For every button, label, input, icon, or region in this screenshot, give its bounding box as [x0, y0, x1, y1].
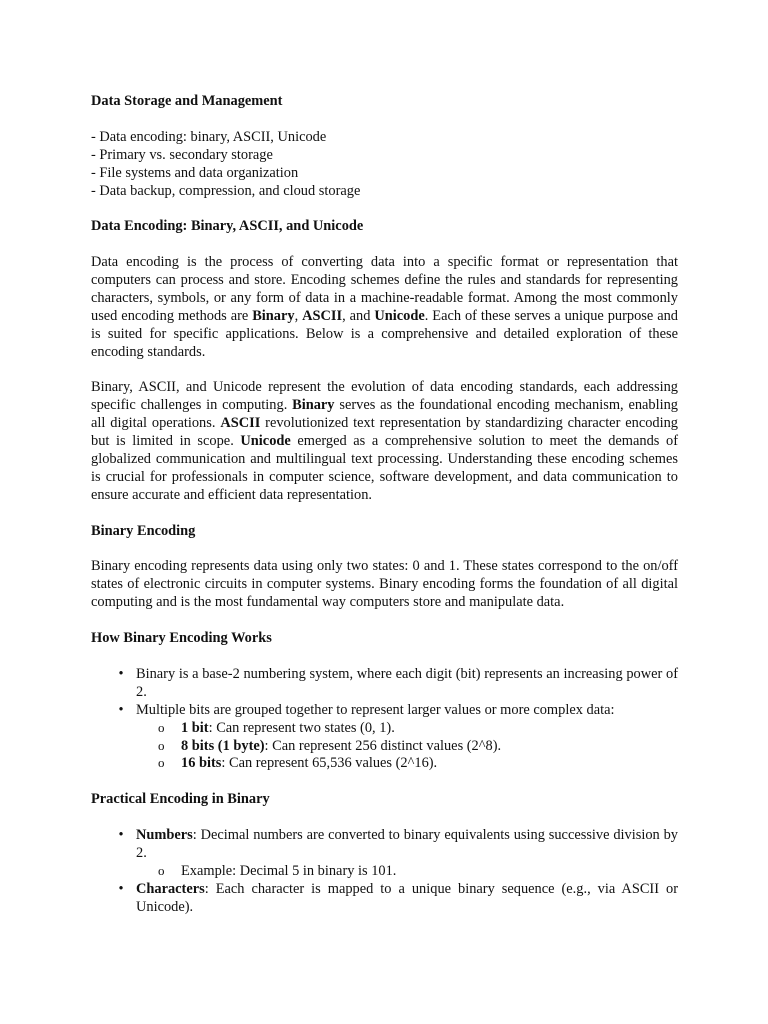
- paragraph-binary-encoding: Binary encoding represents data using only two states: 0 and 1. These states correspond to the on/off states of electronic circuits in computer systems. Binary encoding forms the foundation of all digital computing and is the most fundamental way computers store and manipulate data.: [91, 558, 678, 611]
- text-run: Binary, ASCII, and Unicode represent the evolution of data encoding standards, each addressing specific challenges in computing.: [91, 379, 678, 414]
- bullet-list-how-binary-works: [91, 666, 678, 773]
- topic-item: - Data encoding: binary, ASCII, Unicode: [91, 128, 327, 145]
- sub-bullet-list: [136, 720, 678, 774]
- spacer: [91, 505, 678, 523]
- sub-bullet-list: [136, 863, 678, 881]
- bullet-icon: •: [118, 827, 124, 843]
- bold-term: Binary: [252, 307, 295, 324]
- section-heading-practical-encoding: Practical Encoding in Binary: [91, 791, 270, 808]
- bold-term: Unicode: [374, 307, 425, 324]
- circle-bullet-icon: o: [158, 755, 165, 771]
- list-item: [91, 827, 678, 881]
- bold-term: Characters: [136, 880, 205, 897]
- text-run: serves as the foundational encoding mechanism, enabling all digital operations.: [91, 397, 678, 432]
- list-item: [91, 702, 678, 774]
- bold-term: Unicode: [240, 433, 291, 450]
- list-item-text: : Decimal numbers are converted to binary equivalents using successive division by 2.: [136, 827, 678, 861]
- text-run: Example: Decimal 5 in binary is 101.: [181, 862, 397, 879]
- section-heading-data-encoding: Data Encoding: Binary, ASCII, and Unicode: [91, 218, 364, 235]
- bold-term: ASCII: [220, 415, 261, 432]
- circle-bullet-icon: o: [158, 862, 165, 878]
- spacer: [91, 362, 678, 380]
- document-page: [91, 93, 678, 917]
- bullet-icon: •: [118, 665, 124, 682]
- spacer: [91, 236, 678, 254]
- list-item-text: Binary is a base-2 numbering system, where each digit (bit) represents an increasing power of 2.: [136, 665, 678, 700]
- text-run: revolutionized text representation by standardizing character encoding but is limited in scope.: [91, 415, 678, 450]
- bold-term: Binary: [292, 397, 335, 414]
- sub-list-item: [136, 863, 678, 881]
- spacer: [91, 111, 678, 129]
- circle-bullet-icon: o: [158, 737, 165, 753]
- list-item-text: Multiple bits are grouped together to represent larger values or more complex data:: [136, 701, 615, 718]
- sub-list-item: [136, 755, 678, 773]
- text-run: ,: [294, 307, 303, 324]
- list-item: [91, 881, 678, 917]
- paragraph-encoding-evolution: [91, 379, 678, 504]
- sub-list-item: [136, 738, 678, 756]
- circle-bullet-icon: o: [158, 719, 165, 735]
- topic-item: - File systems and data organization: [91, 164, 299, 181]
- list-item-text: : Each character is mapped to a unique binary sequence (e.g., via ASCII or Unicode).: [136, 880, 678, 915]
- text-run: . Each of these serves a unique purpose and is suited for specific applications. Below is a comprehensive and detailed exploration of these encoding standards.: [91, 307, 678, 360]
- text-run: emerged as a comprehensive solution to meet the demands of globalized communication and multilingual text processing. Understanding these encoding schemes is crucial for professionals in computer science, software development, and data communication to ensure accurate and efficient data representation.: [91, 433, 678, 503]
- section-heading-binary-encoding: Binary Encoding: [91, 522, 196, 539]
- spacer: [91, 200, 678, 218]
- text-run: : Can represent 256 distinct values (2^8).: [264, 737, 502, 754]
- sub-list-item: [136, 720, 678, 738]
- document-title: Data Storage and Management: [91, 93, 283, 109]
- text-run: : Can represent 65,536 values (2^16).: [221, 755, 438, 772]
- topic-list: [91, 129, 678, 201]
- spacer: [91, 612, 678, 630]
- bullet-icon: •: [118, 701, 124, 718]
- bold-term: 16 bits: [181, 755, 222, 772]
- list-item: [91, 666, 678, 702]
- bold-term: 8 bits (1 byte): [181, 737, 265, 754]
- spacer: [91, 773, 678, 791]
- text-run: : Can represent two states (0, 1).: [208, 719, 395, 736]
- text-run: , and: [342, 307, 375, 324]
- bold-term: ASCII: [302, 307, 343, 324]
- text-run: Data encoding is the process of converting data into a specific format or representation that computers can process and store. Encoding schemes define the rules and standards for representing characters, symbols, or any form of data in a machine-readable format. Among the most commonly used encoding methods are: [91, 254, 678, 324]
- bold-term: Numbers: [136, 827, 193, 843]
- spacer: [91, 541, 678, 559]
- paragraph-encoding-intro: [91, 254, 678, 361]
- bold-term: 1 bit: [181, 719, 209, 736]
- topic-item: - Data backup, compression, and cloud storage: [91, 182, 361, 199]
- bullet-list-practical-encoding: [91, 827, 678, 917]
- section-heading-how-binary-works: How Binary Encoding Works: [91, 630, 272, 647]
- bullet-icon: •: [118, 880, 124, 897]
- spacer: [91, 648, 678, 666]
- spacer: [91, 809, 678, 827]
- topic-item: - Primary vs. secondary storage: [91, 146, 273, 163]
